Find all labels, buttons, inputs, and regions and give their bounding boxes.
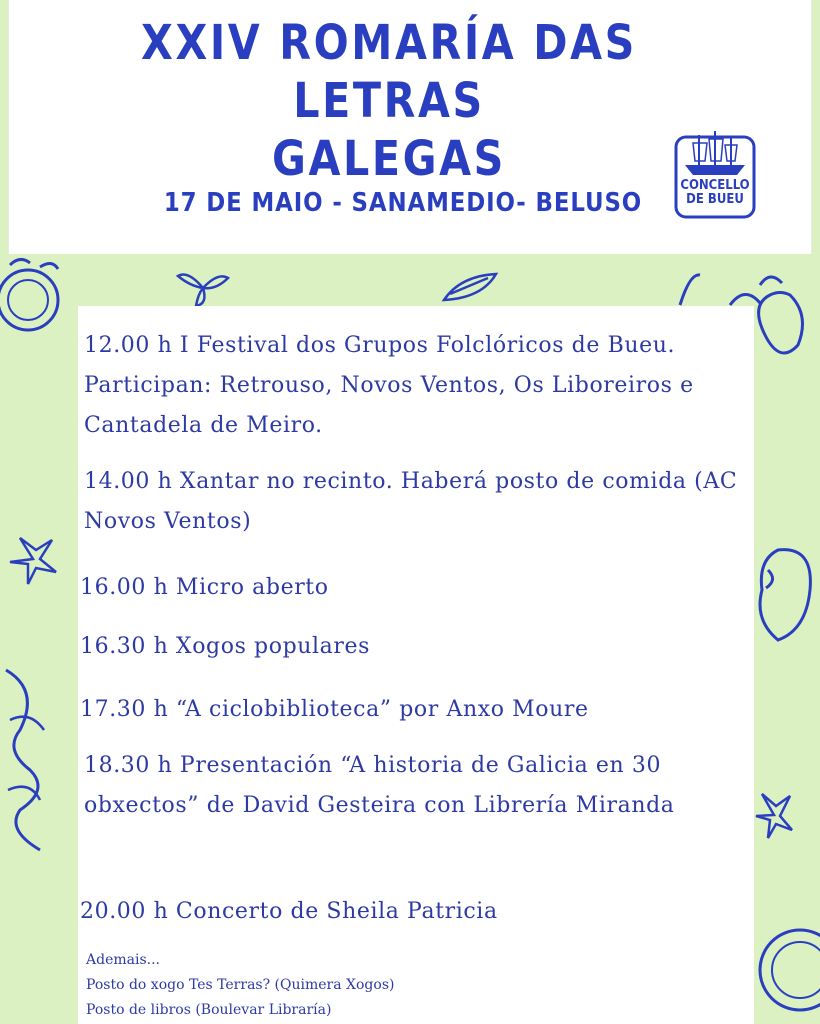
flower-icon-right bbox=[752, 790, 796, 840]
flower-icon-left bbox=[6, 532, 60, 586]
program-item: 20.00 h Concerto de Sheila Patricia bbox=[80, 899, 498, 924]
concello-de-bueu-logo bbox=[673, 125, 757, 219]
leaf-icon-top bbox=[440, 270, 500, 306]
extras-heading: Ademais... bbox=[86, 952, 160, 968]
floral-decoration-top-left bbox=[0, 255, 80, 365]
program-item: 16.00 h Micro aberto bbox=[80, 575, 329, 600]
program-item: 12.00 h I Festival dos Grupos Folclóricos de Bueu. Participan: Retrouso, Novos Ventos, Os Liboreiros e Cantadela de Meiro. bbox=[84, 333, 694, 438]
title-line-1: XXIV ROMARÍA DAS LETRAS bbox=[141, 15, 637, 129]
poster-header bbox=[8, 0, 812, 254]
extras-item: Posto do xogo Tes Terras? (Quimera Xogos) bbox=[86, 977, 395, 993]
flower-icon-top bbox=[168, 268, 238, 308]
poster-title bbox=[62, 14, 716, 188]
program-item: 16.30 h Xogos populares bbox=[80, 634, 371, 659]
program-item: 14.00 h Xantar no recinto. Haberá posto de comida (AC Novos Ventos) bbox=[84, 469, 738, 534]
title-line-2: GALEGAS bbox=[272, 131, 506, 187]
date-and-place: 17 DE MAIO - SANAMEDIO- BELUSO bbox=[163, 188, 643, 218]
logo-text-line1: CONCELLO bbox=[680, 178, 750, 193]
floral-decoration-left-bottom bbox=[0, 660, 60, 860]
floral-decoration-bottom-right bbox=[750, 910, 820, 1024]
program-item: 18.30 h Presentación “A historia de Galicia en 30 obxectos” de David Gesteira con Librería Miranda bbox=[84, 753, 675, 818]
extras-item: Posto de libros (Boulevar Libraría) bbox=[86, 1002, 332, 1018]
flower-outline-right bbox=[748, 540, 818, 650]
program-item: 17.30 h “A ciclobiblioteca” por Anxo Moure bbox=[80, 697, 589, 722]
logo-text-line2: DE BUEU bbox=[686, 192, 744, 207]
